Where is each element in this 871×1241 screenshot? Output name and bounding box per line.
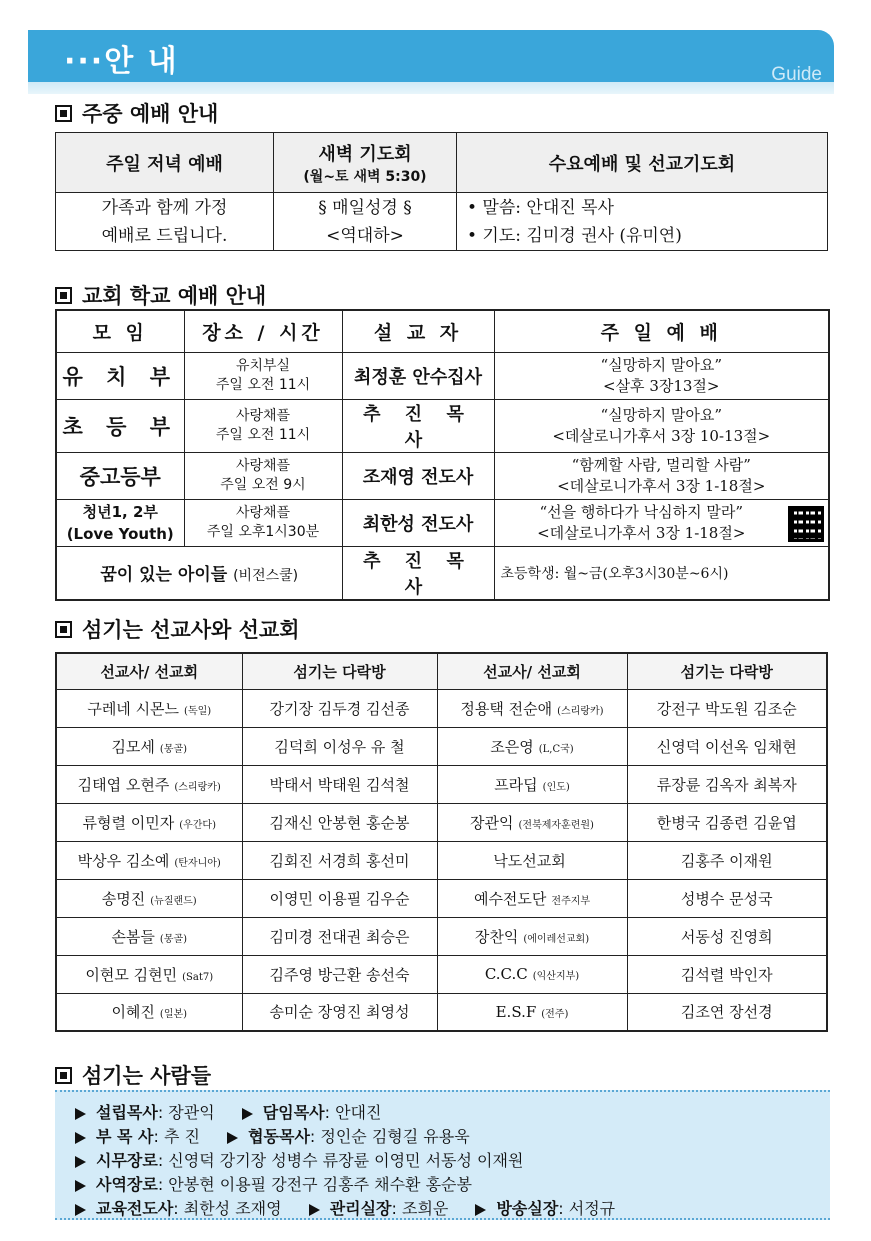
- missionary-name: 박상우 김소예 (탄자니아): [56, 841, 242, 879]
- darakbang-members: 김홍주 이재원: [627, 841, 827, 879]
- table-header: 수요예배 및 선교기도회: [457, 133, 828, 193]
- darakbang-members: 김재신 안봉현 홍순봉: [242, 803, 437, 841]
- triangle-bullet-icon: [242, 1108, 253, 1120]
- darakbang-members: 서동성 진영희: [627, 917, 827, 955]
- table-row: [56, 727, 827, 765]
- missionary-table: [55, 652, 828, 1032]
- section-title-missionaries: [55, 614, 299, 644]
- preacher: 최정훈 안수집사: [342, 352, 494, 399]
- header-guide-label: Guide: [771, 64, 822, 85]
- table-header: 모 임: [56, 310, 184, 352]
- schedule-note: 초등학생: 월~금(오후3시30분~6시): [494, 546, 829, 600]
- darakbang-members: 김덕희 이성우 유 철: [242, 727, 437, 765]
- table-header: 섬기는 다락방: [627, 653, 827, 689]
- table-cell: [457, 193, 828, 251]
- sermon: “실망하지 말아요” <살후 3장13절>: [494, 352, 829, 399]
- dawn-prayer-time: (월~토 새벽 5:30): [303, 168, 427, 185]
- missionary-name: 구레네 시몬느 (독일): [56, 689, 242, 727]
- preacher: 추 진 목 사: [342, 399, 494, 452]
- missionary-name: 김태엽 오현주 (스리랑카): [56, 765, 242, 803]
- group-name: 중고등부: [56, 452, 184, 499]
- darakbang-members: 신영덕 이선옥 임채현: [627, 727, 827, 765]
- table-header: 주일 저녁 예배: [56, 133, 274, 193]
- missionary-name: 송명진 (뉴질랜드): [56, 879, 242, 917]
- preacher: 최한성 전도사: [342, 499, 494, 546]
- missionary-name: 손봄들 (몽골): [56, 917, 242, 955]
- table-header: 선교사/ 선교회: [56, 653, 242, 689]
- missionary-name: 이혜진 (일본): [56, 993, 242, 1031]
- square-bullet-icon: [55, 621, 72, 638]
- triangle-bullet-icon: [75, 1204, 86, 1216]
- missionary-name: 프라딥 (인도): [437, 765, 627, 803]
- section-title-text: 섬기는 사람들: [82, 1064, 212, 1088]
- missionary-name: 예수전도단 전주지부: [437, 879, 627, 917]
- cell-line: • 기도: 김미경 권사 (유미연): [467, 225, 682, 246]
- darakbang-members: 류장륜 김옥자 최복자: [627, 765, 827, 803]
- place-time: 유치부실 주일 오전 11시: [184, 352, 342, 399]
- dawn-prayer-title: 새벽 기도회: [318, 143, 412, 165]
- table-row: [56, 917, 827, 955]
- darakbang-members: 김주영 방근환 송선숙: [242, 955, 437, 993]
- darakbang-members: 송미순 장영진 최영성: [242, 993, 437, 1031]
- section-title-text: 주중 예배 안내: [82, 102, 219, 126]
- table-row: [56, 499, 829, 546]
- darakbang-members: 김회진 서경희 홍선미: [242, 841, 437, 879]
- header-band: [28, 30, 834, 82]
- group-name: 꿈이 있는 아이들 (비전스쿨): [56, 546, 342, 600]
- sermon: “실망하지 말아요” <데살로니가후서 3장 10-13절>: [494, 399, 829, 452]
- cell-line: 가족과 함께 가정: [101, 197, 228, 218]
- missionary-name: 낙도선교회: [437, 841, 627, 879]
- staff-line: 부 목 사: 추 진 협동목사: 정인순 김형길 유용욱: [75, 1124, 470, 1147]
- table-row: [56, 955, 827, 993]
- missionary-name: 장찬익 (에이레선교회): [437, 917, 627, 955]
- staff-line: 사역장로: 안봉현 이용필 강전구 김홍주 채수환 홍순봉: [75, 1172, 472, 1195]
- place-time: 사랑채플 주일 오전 9시: [184, 452, 342, 499]
- missionary-name: 조은영 (L,C국): [437, 727, 627, 765]
- square-bullet-icon: [55, 105, 72, 122]
- place-time: 사랑채플 주일 오전 11시: [184, 399, 342, 452]
- cell-line: § 매일성경 §: [318, 197, 412, 218]
- table-cell: [56, 193, 274, 251]
- group-name: 초 등 부: [56, 399, 184, 452]
- group-name: 유 치 부: [56, 352, 184, 399]
- table-header: [274, 133, 457, 193]
- cell-line: 예배로 드립니다.: [101, 225, 228, 246]
- guide-header: [28, 30, 834, 94]
- table-row: [56, 993, 827, 1031]
- triangle-bullet-icon: [75, 1108, 86, 1120]
- group-name: 청년1, 2부 (Love Youth): [56, 499, 184, 546]
- cell-line: <역대하>: [326, 225, 404, 246]
- missionary-name: 류형렬 이민자 (우간다): [56, 803, 242, 841]
- table-row: [56, 352, 829, 399]
- square-bullet-icon: [55, 1067, 72, 1084]
- weekday-worship-table: [55, 132, 828, 251]
- table-row: [56, 879, 827, 917]
- table-row: [56, 803, 827, 841]
- missionary-name: C.C.C (익산지부): [437, 955, 627, 993]
- table-row: [56, 841, 827, 879]
- table-header: 장소 / 시간: [184, 310, 342, 352]
- square-bullet-icon: [55, 287, 72, 304]
- table-row: [56, 452, 829, 499]
- section-title-staff: [55, 1060, 211, 1090]
- place-time: 사랑채플 주일 오후1시30분: [184, 499, 342, 546]
- triangle-bullet-icon: [75, 1156, 86, 1168]
- table-header: 섬기는 다락방: [242, 653, 437, 689]
- table-row: [56, 765, 827, 803]
- cell-line: • 말씀: 안대진 목사: [467, 197, 614, 218]
- sermon: “함께할 사람, 멀리할 사람” <데살로니가후서 3장 1-18절>: [494, 452, 829, 499]
- sermon: “선을 행하다가 낙심하지 말라” <데살로니가후서 3장 1-18절>: [494, 499, 829, 546]
- darakbang-members: 김석렬 박인자: [627, 955, 827, 993]
- darakbang-members: 성병수 문성국: [627, 879, 827, 917]
- table-row: [56, 399, 829, 452]
- triangle-bullet-icon: [75, 1180, 86, 1192]
- triangle-bullet-icon: [475, 1204, 486, 1216]
- darakbang-members: 박태서 박태원 김석철: [242, 765, 437, 803]
- section-title-weekday: [55, 98, 218, 128]
- missionary-name: 정용택 전순애 (스리랑카): [437, 689, 627, 727]
- darakbang-members: 강전구 박도원 김조순: [627, 689, 827, 727]
- darakbang-members: 강기장 김두경 김선종: [242, 689, 437, 727]
- section-title-text: 섬기는 선교사와 선교회: [82, 618, 300, 642]
- staff-line: 설립목사: 장관익 담임목사: 안대진: [75, 1100, 381, 1123]
- table-header: 선교사/ 선교회: [437, 653, 627, 689]
- missionary-name: E.S.F (전주): [437, 993, 627, 1031]
- missionary-name: 이현모 김현민 (Sat7): [56, 955, 242, 993]
- table-row: [56, 546, 829, 600]
- staff-list: [55, 1090, 830, 1220]
- darakbang-members: 한병국 김종련 김윤엽: [627, 803, 827, 841]
- header-title: ···안 내: [64, 44, 179, 79]
- table-cell: [274, 193, 457, 251]
- section-title-church-school: [55, 280, 266, 310]
- missionary-name: 김모세 (몽골): [56, 727, 242, 765]
- header-underline: [28, 82, 834, 94]
- darakbang-members: 이영민 이용필 김우순: [242, 879, 437, 917]
- section-title-text: 교회 학교 예배 안내: [82, 284, 267, 308]
- church-school-table: [55, 309, 830, 601]
- preacher: 추 진 목 사: [342, 546, 494, 600]
- triangle-bullet-icon: [227, 1132, 238, 1144]
- staff-line: 시무장로: 신영덕 강기장 성병수 류장륜 이영민 서동성 이재원: [75, 1148, 523, 1171]
- table-header: 주 일 예 배: [494, 310, 829, 352]
- table-header: 설 교 자: [342, 310, 494, 352]
- triangle-bullet-icon: [309, 1204, 320, 1216]
- triangle-bullet-icon: [75, 1132, 86, 1144]
- table-row: [56, 689, 827, 727]
- preacher: 조재영 전도사: [342, 452, 494, 499]
- qr-code-icon[interactable]: [788, 506, 824, 542]
- staff-line: 교육전도사: 최한성 조재영 관리실장: 조희운 방송실장: 서정규: [75, 1196, 615, 1219]
- darakbang-members: 김미경 전대권 최승은: [242, 917, 437, 955]
- missionary-name: 장관익 (전북제자훈련원): [437, 803, 627, 841]
- darakbang-members: 김조연 장선경: [627, 993, 827, 1031]
